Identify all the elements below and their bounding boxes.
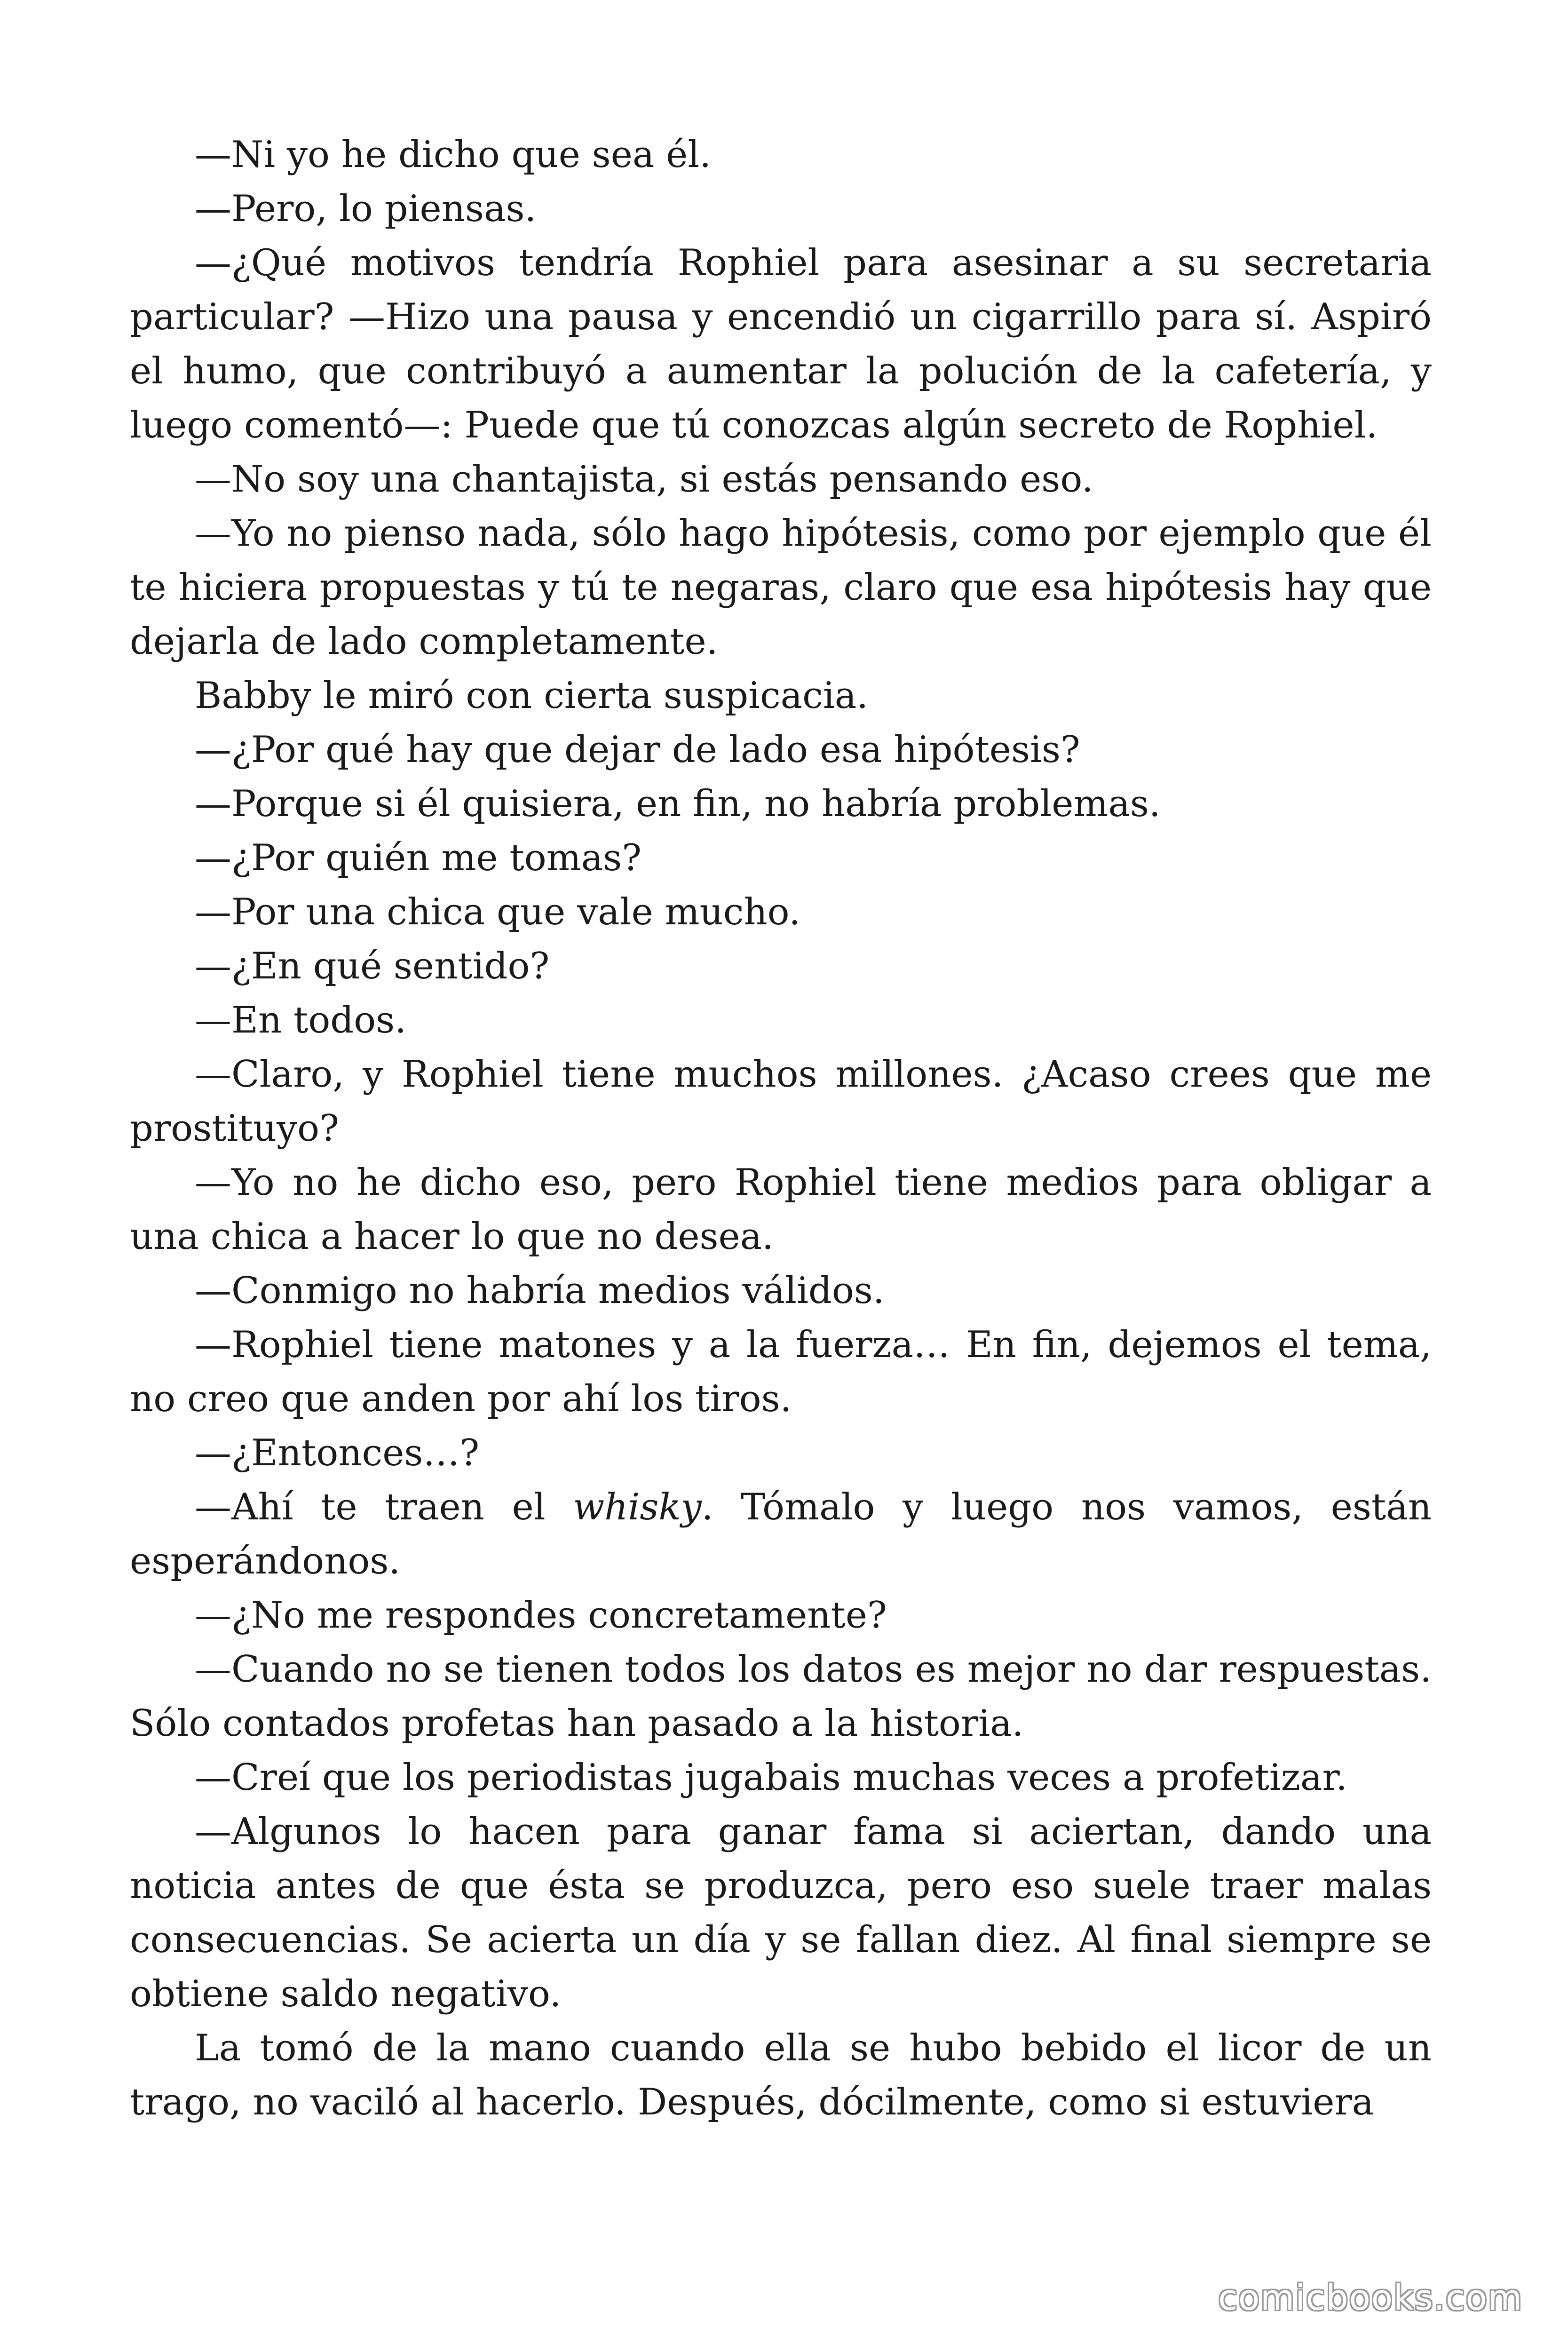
paragraph-text: —Por una chica que vale mucho. [195, 891, 801, 933]
paragraph-text: —Yo no pienso nada, sólo hago hipótesis, como por ejemplo que él te hiciera propuestas y tú te negaras, claro que esa hipótesis hay que dejarla de lado completamente. [130, 512, 1432, 663]
paragraph [130, 939, 1432, 993]
paragraph-text: —Conmigo no habría medios válidos. [195, 1270, 885, 1312]
paragraph [130, 1589, 1432, 1643]
paragraph-text: —Algunos lo hacen para ganar fama si aciertan, dando una noticia antes de que ésta se produzca, pero eso suele traer malas consecuencias. Se acierta un día y se fallan diez. Al final siempre se obtiene saldo negativo. [130, 1811, 1432, 2015]
paragraph-text: —Ni yo he dicho que sea él. [195, 134, 712, 176]
paragraph-text: La tomó de la mano cuando ella se hubo bebido el licor de un trago, no vaciló al hacerlo. Después, dócilmente, como si estuviera [130, 2027, 1432, 2123]
paragraph-text: —Claro, y Rophiel tiene muchos millones. ¿Acaso crees que me prostituyo? [130, 1053, 1432, 1150]
paragraph [130, 1751, 1432, 1805]
paragraph [130, 1426, 1432, 1480]
paragraph [130, 236, 1432, 453]
paragraph [130, 1480, 1432, 1589]
italic-text: whisky [573, 1486, 702, 1528]
paragraph [130, 1048, 1432, 1156]
paragraph-text: —Ahí te traen el [195, 1486, 573, 1528]
paragraph [130, 993, 1432, 1048]
paragraph [130, 128, 1432, 182]
paragraph [130, 723, 1432, 777]
paragraph [130, 1318, 1432, 1426]
paragraph-text: —Yo no he dicho eso, pero Rophiel tiene medios para obligar a una chica a hacer lo que no desea. [130, 1161, 1432, 1258]
paragraph [130, 453, 1432, 507]
paragraph [130, 831, 1432, 885]
paragraph [130, 2021, 1432, 2130]
paragraph-text: —¿En qué sentido? [195, 945, 550, 987]
body-text [130, 128, 1432, 2130]
paragraph-text: —En todos. [195, 999, 406, 1041]
watermark: comicbooks.com [1218, 2278, 1523, 2318]
paragraph-text: —¿No me respondes concretamente? [195, 1594, 887, 1637]
paragraph [130, 1643, 1432, 1751]
paragraph-text: —¿Entonces…? [195, 1432, 480, 1474]
paragraph-text: —Rophiel tiene matones y a la fuerza… En fin, dejemos el tema, no creo que anden por ahí los tiros. [130, 1324, 1432, 1420]
paragraph [130, 507, 1432, 669]
paragraph-text: —Cuando no se tienen todos los datos es mejor no dar respuestas. Sólo contados profetas han pasado a la historia. [130, 1648, 1432, 1745]
paragraph [130, 669, 1432, 723]
paragraph-text: —¿Por quién me tomas? [195, 837, 642, 879]
paragraph-text: —¿Qué motivos tendría Rophiel para asesinar a su secretaria particular? —Hizo una pausa y encendió un cigarrillo para sí. Aspiró el humo, que contribuyó a aumentar la polución de la cafetería, y luego comentó—: Puede que tú conozcas algún secreto de Rophiel. [130, 242, 1432, 446]
paragraph [130, 777, 1432, 831]
paragraph [130, 1264, 1432, 1318]
paragraph [130, 1156, 1432, 1264]
paragraph-text: —Porque si él quisiera, en fin, no habría problemas. [195, 783, 1161, 825]
paragraph-text: Babby le miró con cierta suspicacia. [195, 675, 869, 717]
paragraph-text: —No soy una chantajista, si estás pensando eso. [195, 458, 1093, 501]
paragraph-text: —Creí que los periodistas jugabais muchas veces a profetizar. [195, 1756, 1347, 1799]
paragraph [130, 182, 1432, 236]
paragraph-text: —Pero, lo piensas. [195, 188, 537, 230]
paragraph-text: —¿Por qué hay que dejar de lado esa hipótesis? [195, 729, 1080, 771]
paragraph [130, 1805, 1432, 2021]
paragraph [130, 885, 1432, 939]
paragraph-text: . Tómalo y luego nos vamos, están esperándonos. [130, 1486, 1432, 1582]
